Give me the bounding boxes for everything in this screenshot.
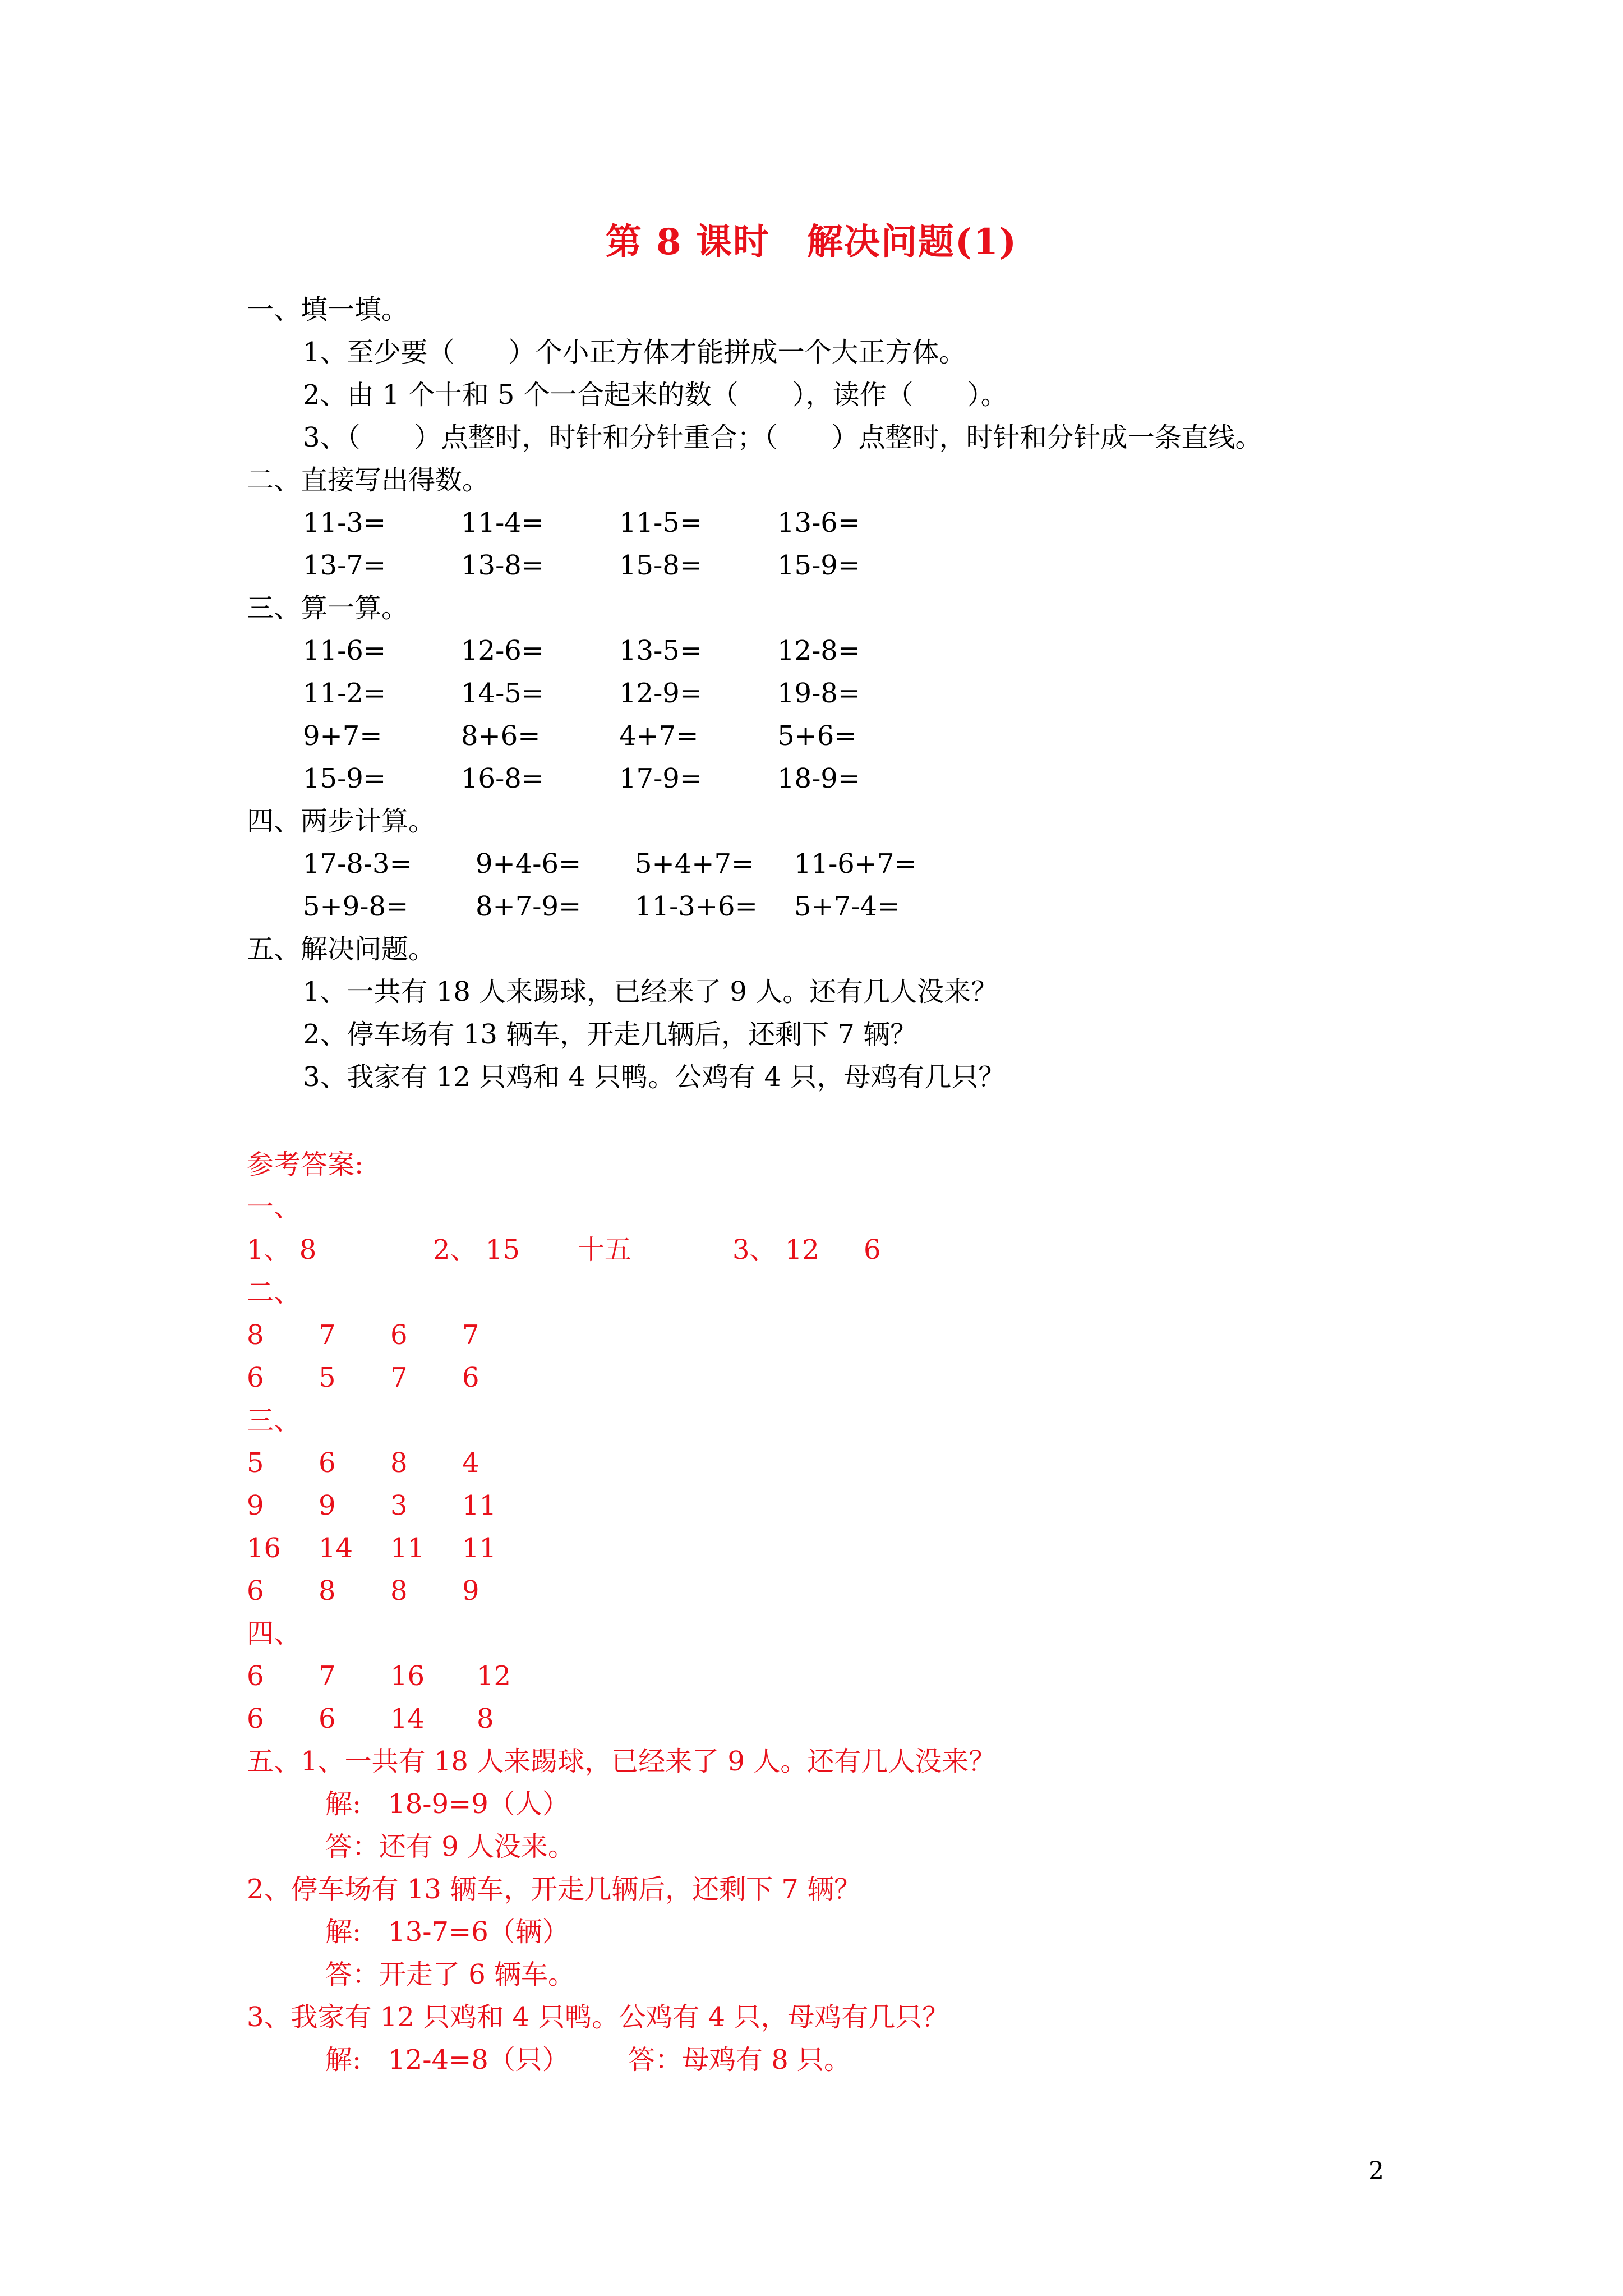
answers-5-q1-answer: 答：还有 9 人没来。	[325, 1831, 575, 1862]
answer: 11	[462, 1533, 497, 1564]
answer: 6	[864, 1234, 881, 1266]
answer: 2、 15	[433, 1234, 520, 1266]
problem: 13-6=	[777, 507, 861, 539]
answers-5-q2-answer: 答：开走了 6 辆车。	[325, 1959, 575, 1990]
problem: 13-7=	[303, 550, 386, 581]
problem: 4+7=	[619, 720, 699, 752]
problem: 11-3+6=	[635, 891, 758, 922]
answer: 8	[247, 1319, 264, 1351]
problem: 13-5=	[619, 635, 703, 666]
answer: 7	[319, 1660, 336, 1692]
answer: 14	[390, 1703, 425, 1734]
answer: 4	[462, 1447, 479, 1479]
problem: 8+6=	[461, 720, 541, 752]
problem: 17-9=	[619, 763, 703, 794]
answers-1-label: 一、	[247, 1191, 301, 1223]
problem: 11-5=	[619, 507, 703, 539]
answer: 6	[319, 1703, 336, 1734]
problem: 11-4=	[461, 507, 545, 539]
section-5-item-2: 2、停车场有 13 辆车，开走几辆后，还剩下 7 辆？	[303, 1019, 917, 1050]
problem: 13-8=	[461, 550, 545, 581]
problem: 5+4+7=	[635, 848, 754, 880]
answer: 十五	[578, 1234, 632, 1266]
answer: 11	[462, 1490, 497, 1521]
problem: 15-9=	[777, 550, 861, 581]
answer: 6	[247, 1575, 264, 1607]
answer: 7	[390, 1362, 408, 1393]
problem: 15-9=	[303, 763, 386, 794]
problem: 12-6=	[461, 635, 545, 666]
problem: 5+6=	[777, 720, 857, 752]
problem: 16-8=	[461, 763, 545, 794]
answer: 8	[390, 1447, 408, 1479]
problem: 12-8=	[777, 635, 861, 666]
answer: 6	[247, 1660, 264, 1692]
answer: 6	[247, 1362, 264, 1393]
section-1-item-1: 1、至少要（ ）个小正方体才能拼成一个大正方体。	[303, 337, 966, 368]
answers-3-label: 三、	[247, 1405, 301, 1436]
problem: 17-8-3=	[303, 848, 412, 880]
page-number: 2	[1368, 2157, 1384, 2185]
problem: 11-6+7=	[794, 848, 917, 880]
answer: 3	[390, 1490, 408, 1521]
problem: 9+7=	[303, 720, 382, 752]
section-5-heading: 五、解决问题。	[247, 933, 436, 965]
answer: 6	[247, 1703, 264, 1734]
answer: 11	[390, 1533, 425, 1564]
answer: 5	[319, 1362, 336, 1393]
section-1-item-3: 3、（ ）点整时，时针和分针重合；（ ）点整时，时针和分针成一条直线。	[303, 422, 1262, 453]
answer: 16	[247, 1533, 282, 1564]
problem: 18-9=	[777, 763, 861, 794]
answer: 14	[319, 1533, 353, 1564]
answer: 6	[390, 1319, 408, 1351]
page-title: 第 8 课时 解决问题(1)	[605, 221, 1018, 263]
answers-5-q2: 2、停车场有 13 辆车，开走几辆后，还剩下 7 辆？	[247, 1874, 861, 1905]
answer: 12	[477, 1660, 511, 1692]
answer: 1、 8	[247, 1234, 317, 1266]
problem: 12-9=	[619, 678, 703, 709]
section-4-heading: 四、两步计算。	[247, 806, 436, 837]
answer: 8	[390, 1575, 408, 1607]
answers-2-label: 二、	[247, 1277, 301, 1308]
answers-heading: 参考答案:	[247, 1149, 364, 1180]
section-1-heading: 一、填一填。	[247, 294, 409, 325]
answers-5-q1-solution: 解: 18-9=9（人）	[325, 1788, 569, 1820]
answers-5-q2-solution: 解: 13-7=6（辆）	[325, 1916, 569, 1948]
problem: 9+4-6=	[476, 848, 582, 880]
problem: 5+9-8=	[303, 891, 409, 922]
answers-5-q3-solution: 解: 12-4=8（只）	[325, 2044, 569, 2076]
problem: 11-3=	[303, 507, 386, 539]
answer: 6	[319, 1447, 336, 1479]
section-5-item-1: 1、一共有 18 人来踢球，已经来了 9 人。还有几人没来？	[303, 976, 998, 1007]
problem: 8+7-9=	[476, 891, 582, 922]
answers-5-q3-answer: 答：母鸡有 8 只。	[628, 2044, 851, 2076]
answers-5-q1: 五、1、一共有 18 人来踢球，已经来了 9 人。还有几人没来？	[247, 1746, 996, 1777]
section-5-item-3: 3、我家有 12 只鸡和 4 只鸭。公鸡有 4 只，母鸡有几只？	[303, 1061, 1006, 1093]
problem: 19-8=	[777, 678, 861, 709]
section-1-item-2: 2、由 1 个十和 5 个一合起来的数（ ），读作（ ）。	[303, 379, 1008, 411]
problem: 11-6=	[303, 635, 386, 666]
section-2-heading: 二、直接写出得数。	[247, 464, 490, 496]
answers-5-q3: 3、我家有 12 只鸡和 4 只鸭。公鸡有 4 只，母鸡有几只？	[247, 2001, 949, 2033]
problem: 15-8=	[619, 550, 703, 581]
answer: 9	[462, 1575, 479, 1607]
answer: 9	[319, 1490, 336, 1521]
answer: 7	[319, 1319, 336, 1351]
answer: 8	[477, 1703, 494, 1734]
answer: 16	[390, 1660, 425, 1692]
answer: 7	[462, 1319, 479, 1351]
answer: 3、 12	[732, 1234, 819, 1266]
problem: 14-5=	[461, 678, 545, 709]
problem: 5+7-4=	[794, 891, 900, 922]
problem: 11-2=	[303, 678, 386, 709]
section-3-heading: 三、算一算。	[247, 592, 409, 624]
answer: 5	[247, 1447, 264, 1479]
answers-4-label: 四、	[247, 1618, 301, 1649]
answer: 6	[462, 1362, 479, 1393]
answer: 8	[319, 1575, 336, 1607]
answer: 9	[247, 1490, 264, 1521]
